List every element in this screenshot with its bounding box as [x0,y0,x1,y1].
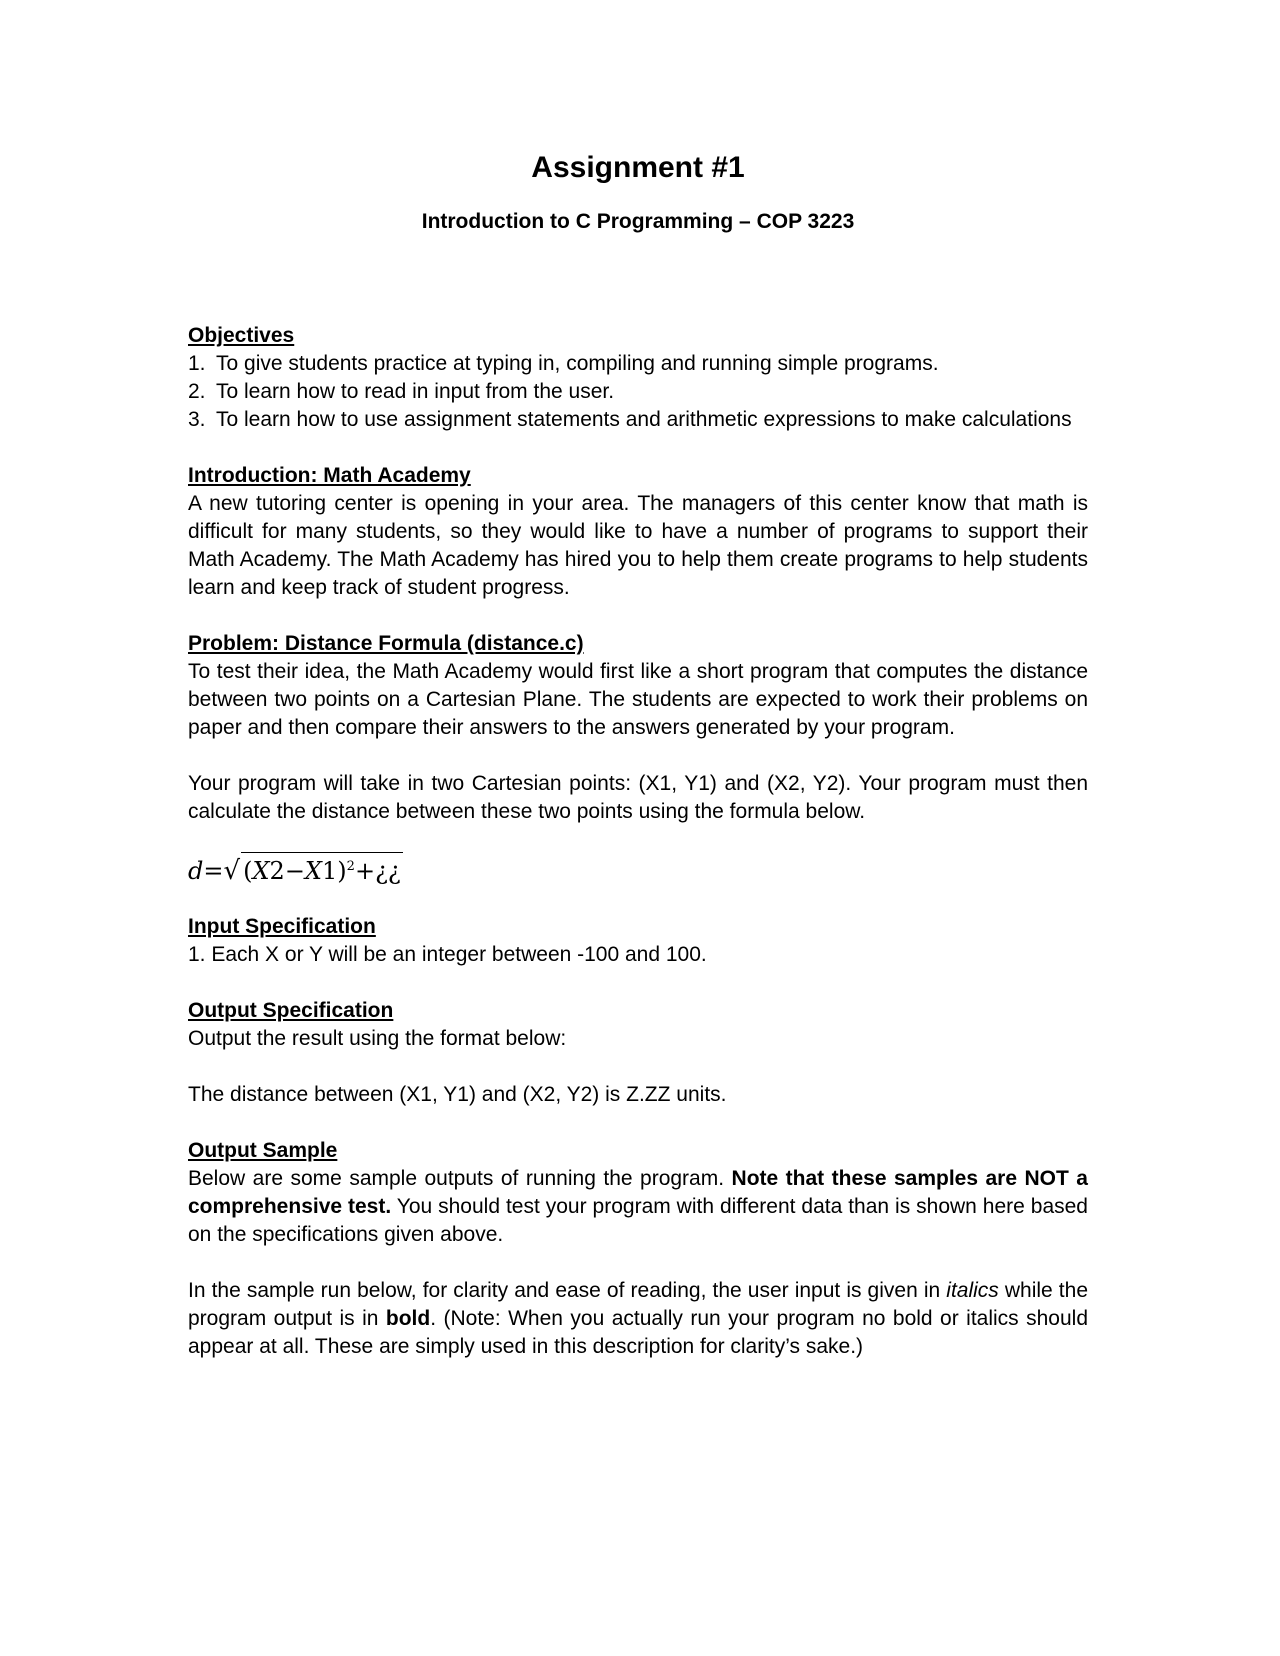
objectives-section [188,322,1088,434]
problem-section [188,630,1088,889]
introduction-paragraph: A new tutoring center is opening in your area. The managers of this center know that math is difficult for many students, so they would like to have a number of programs to support their Math Academy. The Math Academy has hired you to help them create programs to help students learn and keep track of student progress. [188,492,1088,599]
formula-power: 2 [346,859,355,874]
problem-heading: Problem: Distance Formula (distance.c) [188,632,584,655]
formula-lhs: d [188,857,204,885]
distance-formula [188,852,1088,889]
document-content [188,150,1088,1361]
sample-p2-end: . (Note: When you actually run your program no bold or italics should appear at all. These are simply used in this description for clarity’s sake.) [188,1307,1088,1358]
sample-p1-end: You should test your program with different data than is shown here based on the specifications given above. [188,1195,1088,1246]
output-spec-paragraph: Output the result using the format below: [188,1027,567,1050]
introduction-section [188,462,1088,602]
page-title: Assignment #1 [531,151,745,184]
formula-x1-index: 1 [322,857,338,885]
formula-x2: X [252,857,270,885]
formula-tail: +¿¿ [354,857,401,885]
list-item-number: 3. [188,408,206,431]
list-item-number: 2. [188,380,206,403]
sample-p2-italic: italics [946,1279,999,1302]
list-item-text: To give students practice at typing in, compiling and running simple programs. [216,352,939,375]
output-spec-heading: Output Specification [188,999,394,1022]
output-sample-paragraph-2 [188,1277,1088,1361]
list-item-text: To learn how to use assignment statements and arithmetic expressions to make calculations [216,408,1072,431]
sample-p1-start: Below are some sample outputs of running the program. [188,1167,732,1190]
sample-p2-start: In the sample run below, for clarity and ease of reading, the user input is given in [188,1279,947,1302]
input-spec-section [188,913,1088,969]
input-spec-paragraph: 1. Each X or Y will be an integer between -100 and 100. [188,943,707,966]
sample-p1-bold: Note that these samples are NOT a comprehensive test. [188,1167,1088,1218]
formula-equals: = [203,857,224,885]
output-sample-section [188,1137,1088,1361]
list-item [188,378,1088,406]
output-format-line: The distance between (X1, Y1) and (X2, Y2) is Z.ZZ units. [188,1083,727,1106]
problem-paragraph-1: To test their idea, the Math Academy would first like a short program that computes the distance between two points on a Cartesian Plane. The students are expected to work their problems on paper and then compare their answers to the answers generated by your program. [188,660,1088,739]
list-item [188,350,1088,378]
formula-x2-index: 2 [269,857,285,885]
sample-p2-bold: bold [385,1307,431,1330]
formula-x1: X [304,857,323,885]
problem-paragraph-2: Your program will take in two Cartesian points: (X1, Y1) and (X2, Y2). Your program must then calculate the distance between these two points using the formula below. [188,772,1088,823]
formula-minus: − [284,857,305,885]
list-item [188,406,1088,434]
formula-close-paren: ) [337,857,347,885]
introduction-heading: Introduction: Math Academy [188,464,471,487]
formula-radicand [241,852,403,889]
output-spec-section [188,997,1088,1109]
output-sample-heading: Output Sample [188,1139,338,1162]
list-item-text: To learn how to read in input from the user. [216,380,615,403]
output-sample-paragraph-1 [188,1165,1088,1249]
objectives-list [188,350,1088,434]
input-spec-heading: Input Specification [188,915,376,938]
page-subtitle: Introduction to C Programming – COP 3223 [421,210,855,233]
sqrt-icon: √ [223,856,241,886]
list-item-number: 1. [188,352,206,375]
formula-open-paren: ( [243,857,253,885]
objectives-heading: Objectives [188,324,295,347]
sample-p2-mid: while the program output is in [188,1279,1089,1330]
